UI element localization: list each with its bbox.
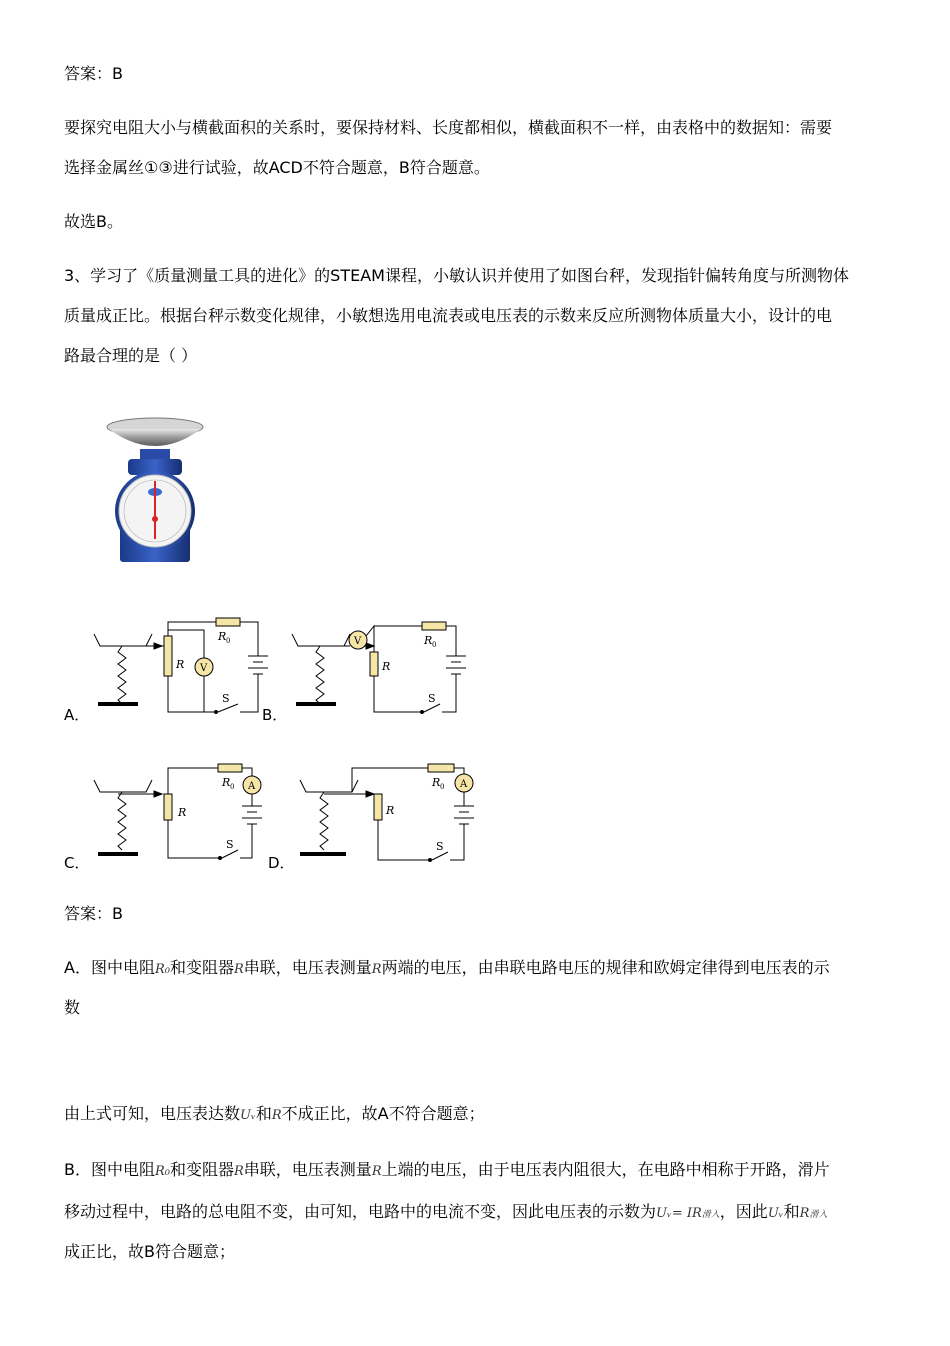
circuit-option-a bbox=[88, 612, 268, 722]
switch-label: S bbox=[226, 838, 234, 851]
var-r0: R₀ bbox=[154, 962, 170, 977]
explain-b-text: 串联，电压表测量 bbox=[243, 1160, 372, 1179]
r0-subscript: 0 bbox=[440, 783, 445, 791]
q2-explain-line-2: 选择金属丝①③进行试验，故ACD不符合题意，B符合题意。 bbox=[64, 158, 490, 177]
q2-explain-line-1: 要探究电阻大小与横截面积的关系时，要保持材料、长度都相似，横截面积不一样，由表格中的数据知：需要 bbox=[64, 118, 833, 137]
q3-stem-line-3: 路最合理的是（ ） bbox=[64, 346, 198, 365]
r0-subscript: 0 bbox=[230, 783, 235, 791]
switch-label: S bbox=[222, 692, 230, 705]
resistor-r0-label: R bbox=[424, 634, 433, 647]
switch-label: S bbox=[436, 840, 444, 853]
formula-subscript: 滑入 bbox=[701, 1210, 720, 1220]
explain-b-line-3: 成正比，故B符合题意； bbox=[64, 1242, 235, 1261]
r0-subscript: 0 bbox=[432, 641, 437, 649]
var-r: R bbox=[233, 962, 244, 977]
option-a-label: A． bbox=[64, 706, 90, 724]
explain-b-text: ，因此 bbox=[719, 1202, 768, 1221]
explain-b-line-2 bbox=[64, 1202, 827, 1225]
explain-b-text: 移动过程中，电路的总电阻不变，由可知，电路中的电流不变，因此电压表的示数为 bbox=[64, 1202, 657, 1221]
q2-conclusion: 故选B。 bbox=[64, 212, 123, 231]
circuit-option-c bbox=[88, 758, 268, 868]
explain-b-line-1 bbox=[64, 1160, 830, 1182]
var-r: R bbox=[799, 1206, 810, 1221]
explain-a-text: 由上式可知，电压表达数 bbox=[64, 1104, 241, 1123]
q3-stem-line-2: 质量成正比。根据台秤示数变化规律，小敏想选用电流表或电压表的示数来反应所测物体质量大小，设计的电 bbox=[64, 306, 833, 325]
var-r: R bbox=[234, 1164, 244, 1179]
formula-uv: Uᵥ bbox=[656, 1206, 672, 1221]
explain-a-conclusion bbox=[64, 1104, 485, 1126]
explain-a-text: 不成正比，故A不符合题意； bbox=[281, 1104, 485, 1123]
ammeter-label: A bbox=[248, 781, 256, 792]
explain-b-text: 上端的电压，由于电压表内阻很大，在电路中相称于开路，滑片 bbox=[381, 1160, 830, 1179]
switch-label: S bbox=[428, 692, 436, 705]
explain-a-text: 两端的电压，由串联电路电压的规律和欧姆定律得到电压表的示 bbox=[381, 958, 830, 977]
voltmeter-label: V bbox=[200, 663, 208, 674]
option-d-label: D． bbox=[268, 854, 295, 872]
explain-a-text: 和 bbox=[255, 1104, 272, 1123]
option-c-label: C． bbox=[64, 854, 90, 872]
var-r: R bbox=[371, 962, 382, 977]
explain-a-text: A．图中电阻 bbox=[64, 958, 155, 977]
explain-b-text: 和变阻器 bbox=[169, 1160, 234, 1179]
explain-a-line-1 bbox=[64, 958, 830, 980]
resistor-r0-label: R bbox=[222, 776, 231, 789]
resistor-r-label: R bbox=[386, 804, 395, 817]
explain-b-text: 和 bbox=[783, 1202, 800, 1221]
r0-subscript: 0 bbox=[226, 637, 231, 645]
var-r0: R₀ bbox=[154, 1164, 170, 1179]
explain-b-text: B．图中电阻 bbox=[64, 1160, 155, 1179]
explain-a-text: 和变阻器 bbox=[169, 958, 234, 977]
circuit-option-d bbox=[294, 758, 484, 868]
answer-q2: 答案：B bbox=[64, 64, 123, 83]
var-r-subscript: 滑入 bbox=[809, 1210, 828, 1220]
voltmeter-label: V bbox=[354, 636, 362, 647]
option-b-label: B． bbox=[262, 706, 288, 724]
resistor-r0-label: R bbox=[218, 630, 227, 643]
resistor-r-label: R bbox=[176, 658, 185, 671]
resistor-r0-label: R bbox=[432, 776, 441, 789]
platform-scale-image bbox=[100, 415, 210, 565]
circuit-option-b bbox=[290, 612, 470, 722]
formula-ir: = IR bbox=[671, 1206, 702, 1221]
explain-a-text: 串联，电压表测量 bbox=[243, 958, 372, 977]
resistor-r-label: R bbox=[382, 660, 391, 673]
var-r: R bbox=[371, 1164, 382, 1179]
answer-q3: 答案：B bbox=[64, 904, 123, 923]
explain-a-line-2: 数 bbox=[64, 998, 81, 1017]
var-uv: Uᵥ bbox=[240, 1108, 256, 1123]
var-r: R bbox=[271, 1108, 282, 1123]
q3-stem-line-1: 3、学习了《质量测量工具的进化》的STEAM课程，小敏认识并使用了如图台秤，发现指针偏转角度与所测物体 bbox=[64, 266, 849, 285]
resistor-r-label: R bbox=[178, 806, 187, 819]
var-uv: Uᵥ bbox=[767, 1206, 784, 1221]
ammeter-label: A bbox=[460, 779, 468, 790]
